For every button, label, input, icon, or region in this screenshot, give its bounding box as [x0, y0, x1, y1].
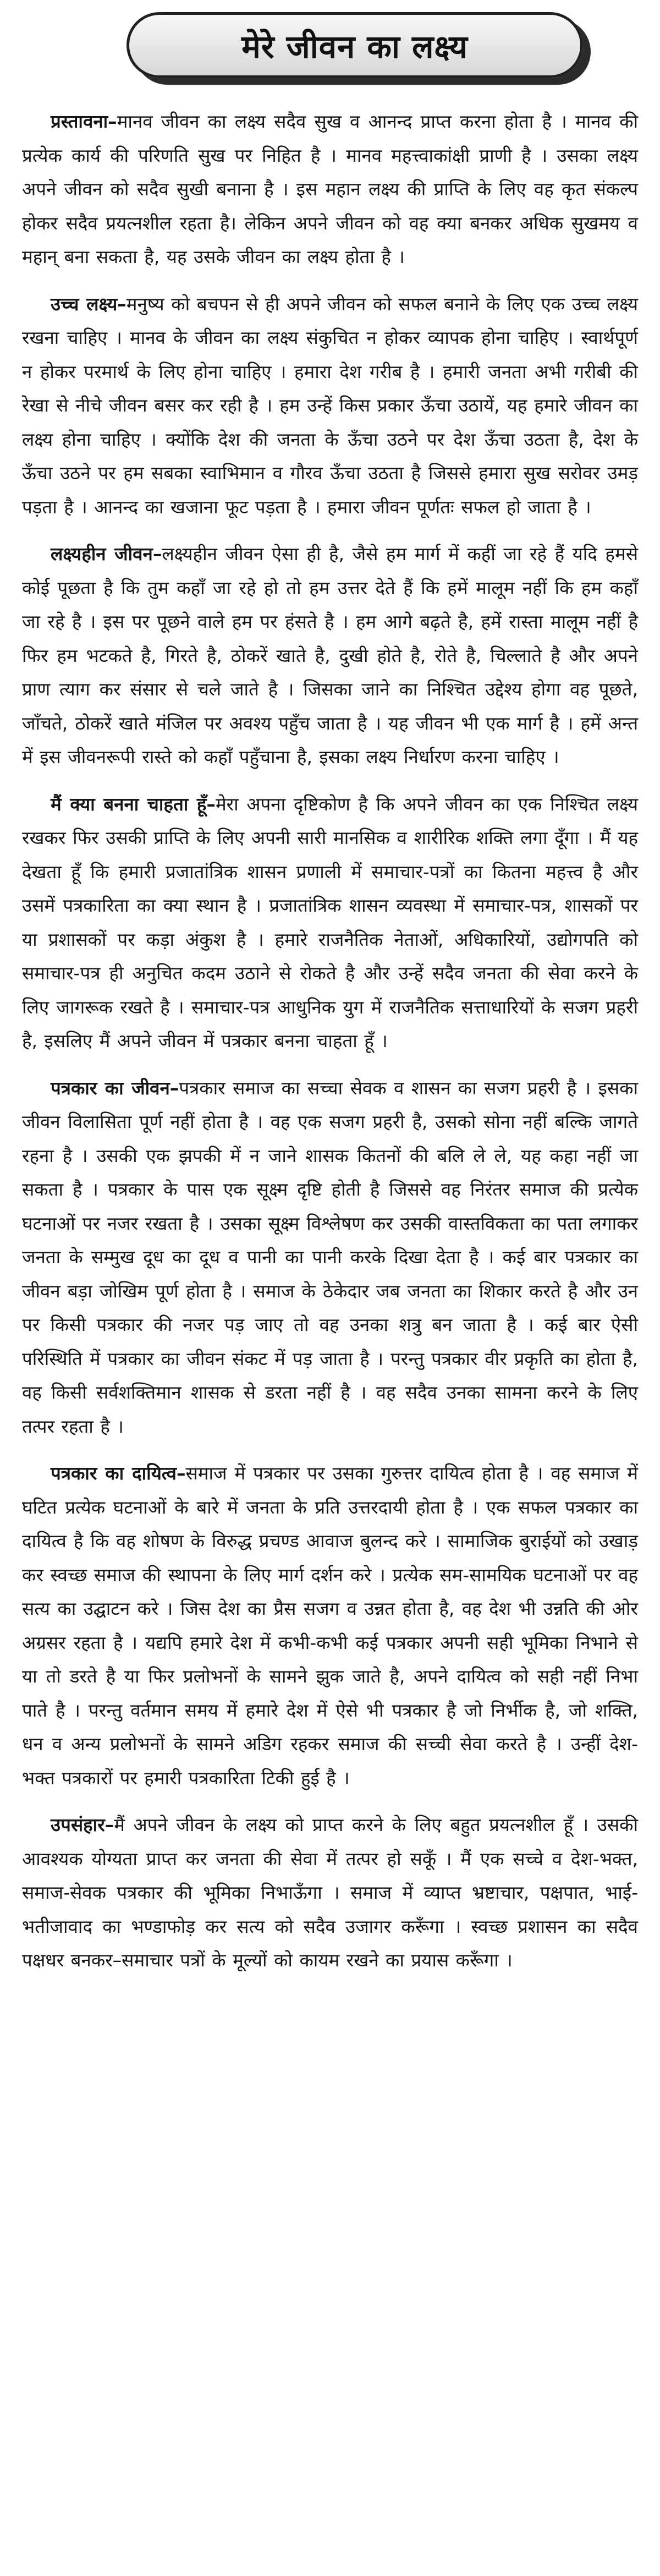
paragraph-text: मनुष्य को बचपन से ही अपने जीवन को सफल बनाने के लिए एक उच्च लक्ष्य रखना चाहिए । मानव के जीवन का लक्ष्य संकुचित न होकर व्यापक होना चाहिए । स्वार्थपूर्ण न होकर परमार्थ के लिए होना चाहिए । हमारा देश गरीब है । हमारी जनता अभी गरीबी की रेखा से नीचे जीवन बसर कर रही है । हम उन्हें किस प्रकार ऊँचा उठायें, यह हमारे जीवन का लक्ष्य होना चाहिए । क्योंकि देश की जनता के ऊँचा उठने पर देश ऊँचा उठता है, देश के ऊँचा उठने पर हम सबका स्वाभिमान व गौरव ऊँचा उठता है जिससे हमारा सुख सरोवर उमड़ पड़ता है । आनन्द का खजाना फूट पड़ता है । हमारा जीवन पूर्णतः सफल हो जाता है ।: [22, 293, 638, 518]
paragraph-heading: पत्रकार का दायित्व–: [51, 1462, 186, 1484]
paragraph-heading: लक्ष्यहीन जीवन–: [51, 543, 162, 564]
paragraph-journalist-duty: [22, 1456, 638, 1795]
paragraph-conclusion: [22, 1808, 638, 1977]
paragraph-text: मैं अपने जीवन के लक्ष्य को प्राप्त करने के लिए बहुत प्रयत्नशील हूँ । उसकी आवश्यक योग्यता प्राप्त कर जनता की सेवा में तत्पर हो सकूँ । मैं एक सच्चे व देश-भक्त, समाज-सेवक पत्रकार की भूमिका निभाऊँगा । समाज में व्याप्त भ्रष्टाचार, पक्षपात, भाई-भतीजावाद का भण्डाफोड़ कर सत्य को सदैव उजागर करूँगा । स्वच्छ प्रशासन का सदैव पक्षधर बनकर–समाचार पत्रों के मूल्यों को कायम रखने का प्रयास करूँगा ।: [22, 1814, 638, 1971]
essay-title: मेरे जीवन का लक्ष्य: [241, 28, 468, 65]
paragraph-career-choice: [22, 787, 638, 1058]
essay-body: [22, 105, 638, 1977]
paragraph-journalist-life: [22, 1071, 638, 1444]
paragraph-introduction: [22, 105, 638, 274]
paragraph-text: मेरा अपना दृष्टिकोण है कि अपने जीवन का एक निश्चित लक्ष्य रखकर फिर उसकी प्राप्ति के लिए अपनी सारी मानसिक व शारीरिक शक्ति लगा दूँगा । मैं यह देखता हूँ कि हमारी प्रजातांत्रिक शासन प्रणाली में समाचार-पत्रों का कितना महत्त्व है और उसमें पत्रकारिता का क्या स्थान है । प्रजातांत्रिक शासन व्यवस्था में समाचार-पत्र, शासकों पर या प्रशासकों पर कड़ा अंकुश है । हमारे राजनैतिक नेताओं, अधिकारियों, उद्योगपति को समाचार-पत्र ही अनुचित कदम उठाने से रोकते है और उन्हें सदैव जनता की सेवा करने के लिए जागरूक रखते है । समाचार-पत्र आधुनिक युग में राजनैतिक सत्ताधारियों के सजग प्रहरी है, इसलिए मैं अपने जीवन में पत्रकार बनना चाहता हूँ ।: [22, 793, 638, 1051]
paragraph-heading: मैं क्या बनना चाहता हूँ–: [51, 793, 216, 815]
paragraph-text: समाज में पत्रकार पर उसका गुरुत्तर दायित्व होता है । वह समाज में घटित प्रत्येक घटनाओं के बारे में जनता के प्रति उत्तरदायी होता है । एक सफल पत्रकार का दायित्व है कि वह शोषण के विरुद्ध प्रचण्ड आवाज बुलन्द करे । सामाजिक बुराईयों को उखाड़ कर स्वच्छ समाज की स्थापना के लिए मार्ग दर्शन करे । प्रत्येक सम-सामयिक घटनाओं पर वह सत्य का उद्घाटन करे । जिस देश का प्रैस सजग व उन्नत होता है, वह देश भी उन्नति की ओर अग्रसर रहता है । यद्यपि हमारे देश में कभी-कभी कई पत्रकार अपनी सही भूमिका निभाने से या तो डरते है या फिर प्रलोभनों के सामने झुक जाते है, अपने दायित्व को सही नहीं निभा पाते है । परन्तु वर्तमान समय में हमारे देश में ऐसे भी पत्रकार है जो निर्भीक है, जो शक्ति, धन व अन्य प्रलोभनों के सामने अडिग रहकर समाज की सच्ची सेवा करते है । उन्हीं देश-भक्त पत्रकारों पर हमारी पत्रकारिता टिकी हुई है ।: [22, 1462, 638, 1789]
paragraph-heading: प्रस्तावना–: [51, 111, 117, 132]
paragraph-text: लक्ष्यहीन जीवन ऐसा ही है, जैसे हम मार्ग में कहीं जा रहे हैं यदि हमसे कोई पूछता है कि तुम कहाँ जा रहे हो तो हम उत्तर देते हैं कि हमें मालूम नहीं कि हम कहाँ जा रहे है । इस पर पूछने वाले हम पर हंसते है । हम आगे बढ़ते है, हमें रास्ता मालूम नहीं है फिर हम भटकते है, गिरते है, ठोकरें खाते है, दुखी होते है, रोते है, चिल्लाते है और अपने प्राण त्याग कर संसार से चले जाते है । जिसका जाने का निश्चित उद्देश्य होगा वह पूछते, जाँचते, ठोकरें खाते मंजिल पर अवश्य पहुँच जाता है । यह जीवन भी एक मार्ग है । हमें अन्त में इस जीवनरूपी रास्ते को कहाँ पहुँचाना है, इसका लक्ष्य निर्धारण करना चाहिए ।: [22, 543, 638, 768]
paragraph-aimless-life: [22, 537, 638, 774]
title-area: [22, 0, 638, 96]
paragraph-text: पत्रकार समाज का सच्चा सेवक व शासन का सजग प्रहरी है । इसका जीवन विलासिता पूर्ण नहीं होता है । वह एक सजग प्रहरी है, उसको सोना नहीं बल्कि जागते रहना है । उसकी एक झपकी में न जाने शासक कितनों की बलि ले ले, यह कहा नहीं जा सकता है । पत्रकार के पास एक सूक्ष्म दृष्टि होती है जिससे वह निरंतर समाज की प्रत्येक घटनाओं पर नजर रखता है । उसका सूक्ष्म विश्लेषण कर उसकी वास्तविकता का पता लगाकर जनता के सम्मुख दूध का दूध व पानी का पानी करके दिखा देता है । कई बार पत्रकार का जीवन बड़ा जोखिम पूर्ण होता है । समाज के ठेकेदार जब जनता का शिकार करते है और उन पर किसी पत्रकार की नजर पड़ जाए तो वह उनका शत्रु बन जाता है । कई बार ऐसी परिस्थिति में पत्रकार का जीवन संकट में पड़ जाता है । परन्तु पत्रकार वीर प्रकृति का होता है, वह किसी सर्वशक्तिमान शासक से डरता नहीं है । वह सदैव उनका सामना करने के लिए तत्पर रहता है ।: [22, 1077, 638, 1437]
paragraph-heading: पत्रकार का जीवन–: [51, 1077, 179, 1099]
paragraph-heading: उपसंहार–: [51, 1814, 114, 1835]
paragraph-text: मानव जीवन का लक्ष्य सदैव सुख व आनन्द प्राप्त करना होता है । मानव की प्रत्येक कार्य की परिणति सुख पर निहित है । मानव महत्त्वाकांक्षी प्राणी है । उसका लक्ष्य अपने जीवन को सदैव सुखी बनाना है । इस महान लक्ष्य की प्राप्ति के लिए वह कृत संकल्प होकर सदैव प्रयत्नशील रहता है। लेकिन अपने जीवन को वह क्या बनकर अधिक सुखमय व महान् बना सकता है, यह उसके जीवन का लक्ष्य होता है ।: [22, 111, 638, 267]
paragraph-heading: उच्च लक्ष्य–: [51, 293, 127, 315]
paragraph-high-goal: [22, 287, 638, 524]
title-banner: [127, 12, 583, 78]
